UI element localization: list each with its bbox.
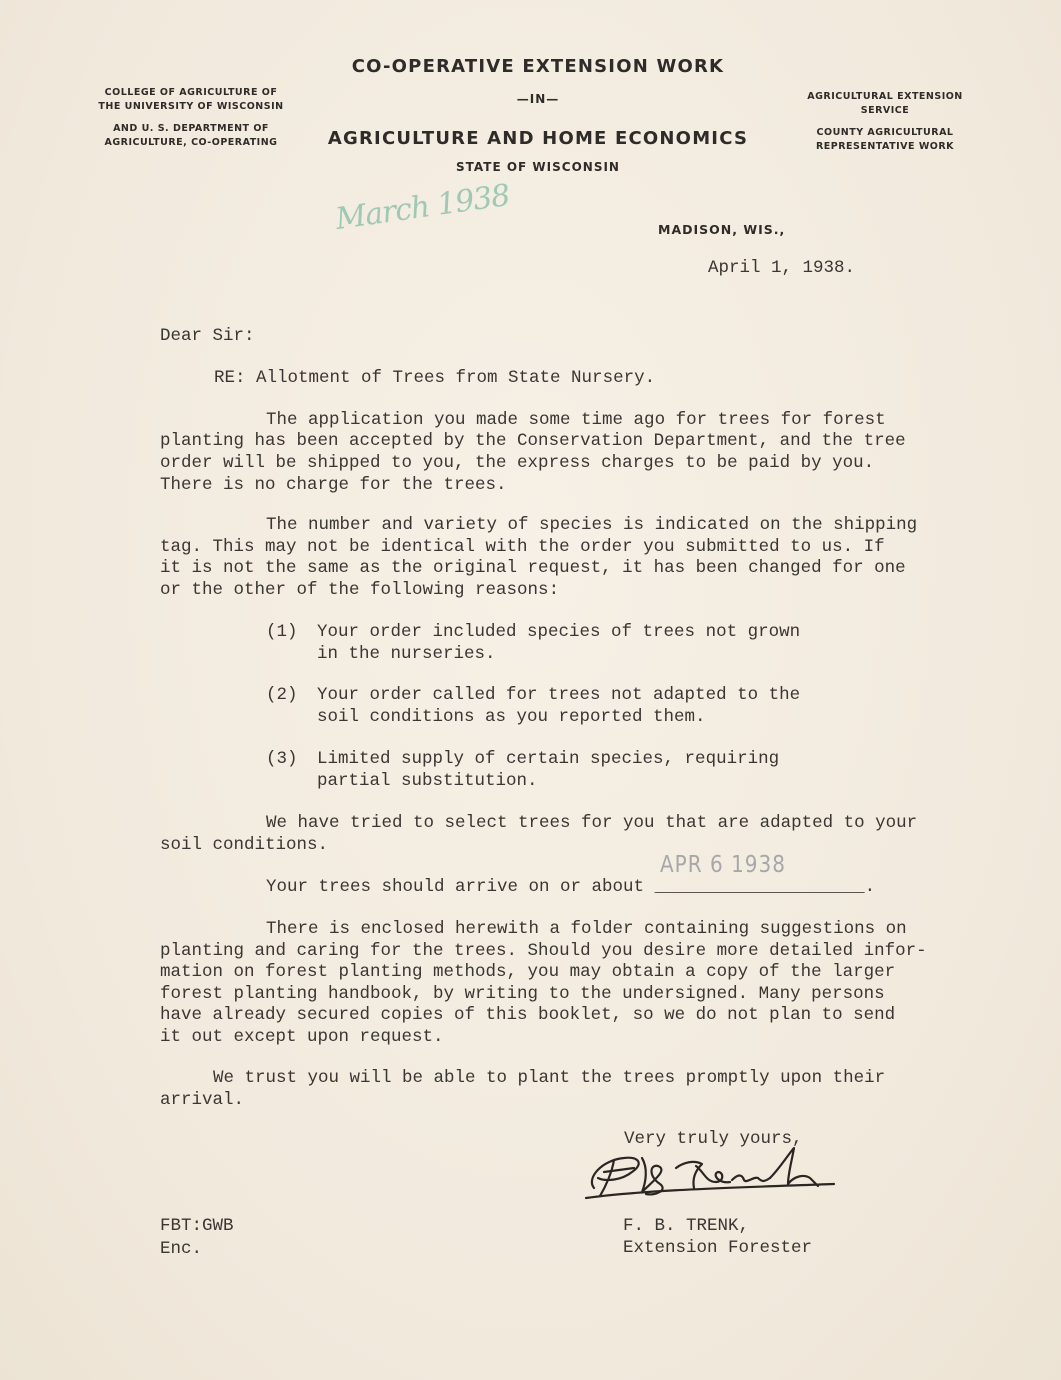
reason-number: (1) [266,622,298,642]
paragraph-line: arrival. [160,1090,245,1110]
paragraph-line: mation on forest planting methods, you may obtain a copy of the larger [160,962,896,982]
letterhead-right-line: SERVICE [860,105,910,116]
paragraph-line: soil conditions. [160,835,329,855]
letterhead-title: CO-OPERATIVE EXTENSION WORK [351,56,725,77]
paragraph-line: There is no charge for the trees. [160,475,507,495]
letterhead-right-line: REPRESENTATIVE WORK [815,141,955,152]
paragraph-line: The application you made some time ago for trees for forest [266,410,886,430]
letterhead-subtitle: AGRICULTURE AND HOME ECONOMICS [327,128,749,149]
paragraph-line: tag. This may not be identical with the order you submitted to us. If [160,537,885,557]
letter-date: April 1, 1938. [708,258,856,278]
paragraph-line: order will be shipped to you, the express charges to be paid by you. [160,453,875,473]
paragraph-line: forest planting handbook, by writing to the undersigned. Many persons [160,984,885,1004]
handwritten-date-note: March 1938 [333,177,512,238]
subject-line: RE: Allotment of Trees from State Nursery. [214,368,656,388]
reason-text: partial substitution. [317,771,538,791]
reason-text: Limited supply of certain species, requiring [317,749,780,769]
reason-text: Your order called for trees not adapted to the [317,685,801,705]
closing: Very truly yours, [624,1129,803,1149]
paragraph-line: There is enclosed herewith a folder containing suggestions on [266,919,907,939]
paragraph-line: have already secured copies of this booklet, so we do not plan to send [160,1005,896,1025]
arrival-line: Your trees should arrive on or about ____________________. [266,877,876,897]
enclosure-note: Enc. [160,1239,203,1259]
reason-number: (2) [266,685,298,705]
letterhead-left [96,86,286,150]
letterhead-left-line: AND U. S. DEPARTMENT OF [113,123,269,134]
handwritten-signature [584,1138,854,1208]
reference-initials: FBT:GWB [160,1216,234,1236]
paragraph-line: or the other of the following reasons: [160,580,560,600]
paragraph-line: The number and variety of species is indicated on the shipping [266,515,918,535]
paragraph-line: We trust you will be able to plant the trees promptly upon their [213,1068,886,1088]
reason-text: Your order included species of trees not grown [317,622,801,642]
signer-title: Extension Forester [623,1238,813,1258]
date-stamp: APR 6 1938 [660,850,786,878]
letterhead-in: —IN— [516,92,560,106]
letterhead-right [800,90,970,154]
reason-text: soil conditions as you reported them. [317,707,706,727]
letterhead-right-line: COUNTY AGRICULTURAL [816,127,954,138]
letterhead-left-line: COLLEGE OF AGRICULTURE OF [104,87,278,98]
paragraph-line: it is not the same as the original request, it has been changed for one [160,558,906,578]
letterhead-left-line: THE UNIVERSITY OF WISCONSIN [98,101,284,112]
paragraph-line: planting and caring for the trees. Should you desire more detailed infor- [160,941,927,961]
reason-number: (3) [266,749,298,769]
letterhead-state: STATE OF WISCONSIN [456,160,620,174]
paragraph-line: planting has been accepted by the Conservation Department, and the tree [160,431,906,451]
letterhead-place: MADISON, WIS., [658,222,786,237]
paragraph-line: We have tried to select trees for you that are adapted to your [266,813,918,833]
letterhead-left-line: AGRICULTURE, CO-OPERATING [104,137,278,148]
signer-name: F. B. TRENK, [623,1216,750,1236]
letterhead-right-line: AGRICULTURAL EXTENSION [807,91,963,102]
salutation: Dear Sir: [160,326,255,346]
reason-text: in the nurseries. [317,644,496,664]
paragraph-line: it out except upon request. [160,1027,444,1047]
